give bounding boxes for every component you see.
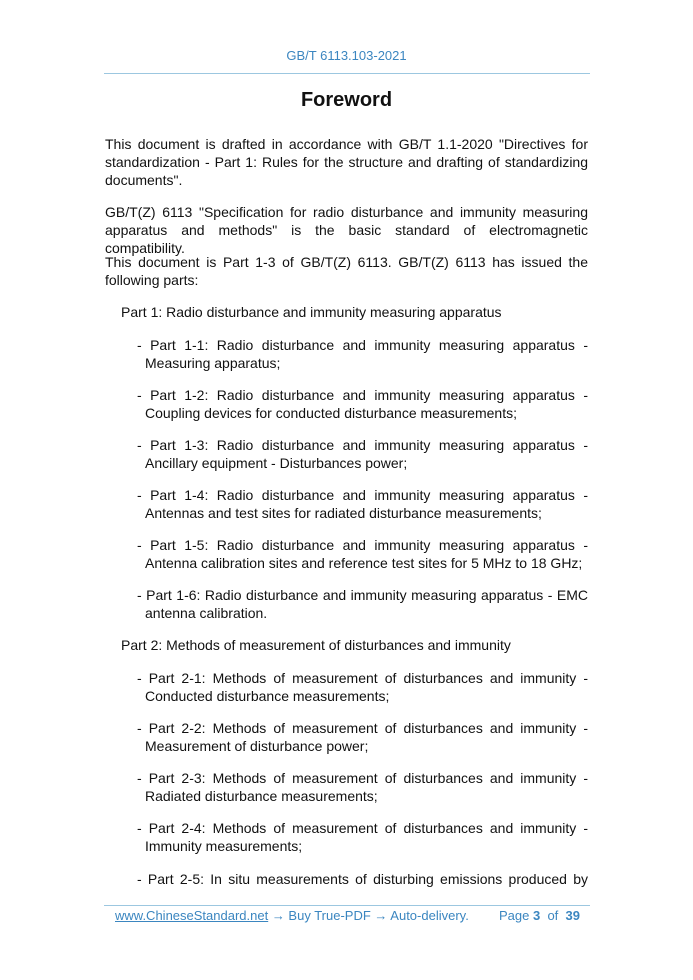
page-title: Foreword — [300, 89, 393, 111]
footer-link[interactable]: www.ChineseStandard.net — [115, 908, 269, 923]
list-item: - Part 1-3: Radio disturbance and immunity measuring apparatus - Ancillary equipment - Disturbances power; — [137, 437, 588, 471]
header-divider — [104, 73, 590, 74]
list-item: - Part 2-5: In situ measurements of disturbing emissions produced by — [137, 871, 588, 887]
list-item: - Part 2-3: Methods of measurement of disturbances and immunity - Radiated disturbance measurements; — [137, 770, 588, 804]
list-item: - Part 1-6: Radio disturbance and immunity measuring apparatus - EMC antenna calibration. — [137, 587, 588, 621]
page-indicator — [499, 908, 580, 923]
paragraph: GB/T(Z) 6113 "Specification for radio disturbance and immunity measuring apparatus and methods" is the basic standard of electromagnetic compatibility. — [105, 204, 588, 256]
footer-divider — [104, 905, 590, 906]
list-item: - Part 2-2: Methods of measurement of disturbances and immunity - Measurement of disturbance power; — [137, 720, 588, 754]
header-doc-id: GB/T 6113.103-2021 — [286, 48, 407, 63]
list-item: - Part 1-1: Radio disturbance and immunity measuring apparatus - Measuring apparatus; — [137, 337, 588, 371]
paragraph: This document is Part 1-3 of GB/T(Z) 6113. GB/T(Z) 6113 has issued the following parts: — [105, 254, 588, 288]
part-heading: Part 1: Radio disturbance and immunity measuring apparatus — [121, 304, 502, 320]
of-label: of — [547, 908, 559, 923]
page-number: 3 — [532, 908, 541, 923]
list-item: - Part 1-4: Radio disturbance and immunity measuring apparatus - Antennas and test sites for radiated disturbance measurements; — [137, 487, 588, 521]
list-item: - Part 1-5: Radio disturbance and immunity measuring apparatus - Antenna calibration sites and reference test sites for 5 MHz to 18 GHz; — [137, 537, 588, 571]
list-item: - Part 2-1: Methods of measurement of disturbances and immunity - Conducted disturbance measurements; — [137, 670, 588, 704]
page-total: 39 — [565, 908, 580, 923]
list-item: - Part 2-4: Methods of measurement of disturbances and immunity - Immunity measurements; — [137, 820, 588, 854]
page-label: Page — [498, 908, 530, 923]
footer-text: → Buy True-PDF → Auto-delivery. — [268, 908, 469, 923]
footer — [115, 908, 580, 923]
list-item: - Part 1-2: Radio disturbance and immunity measuring apparatus - Coupling devices for conducted disturbance measurements; — [137, 387, 588, 421]
part-heading: Part 2: Methods of measurement of disturbances and immunity — [121, 637, 511, 653]
paragraph: This document is drafted in accordance with GB/T 1.1-2020 "Directives for standardization - Part 1: Rules for the structure and drafting of standardizing documents". — [105, 136, 588, 188]
